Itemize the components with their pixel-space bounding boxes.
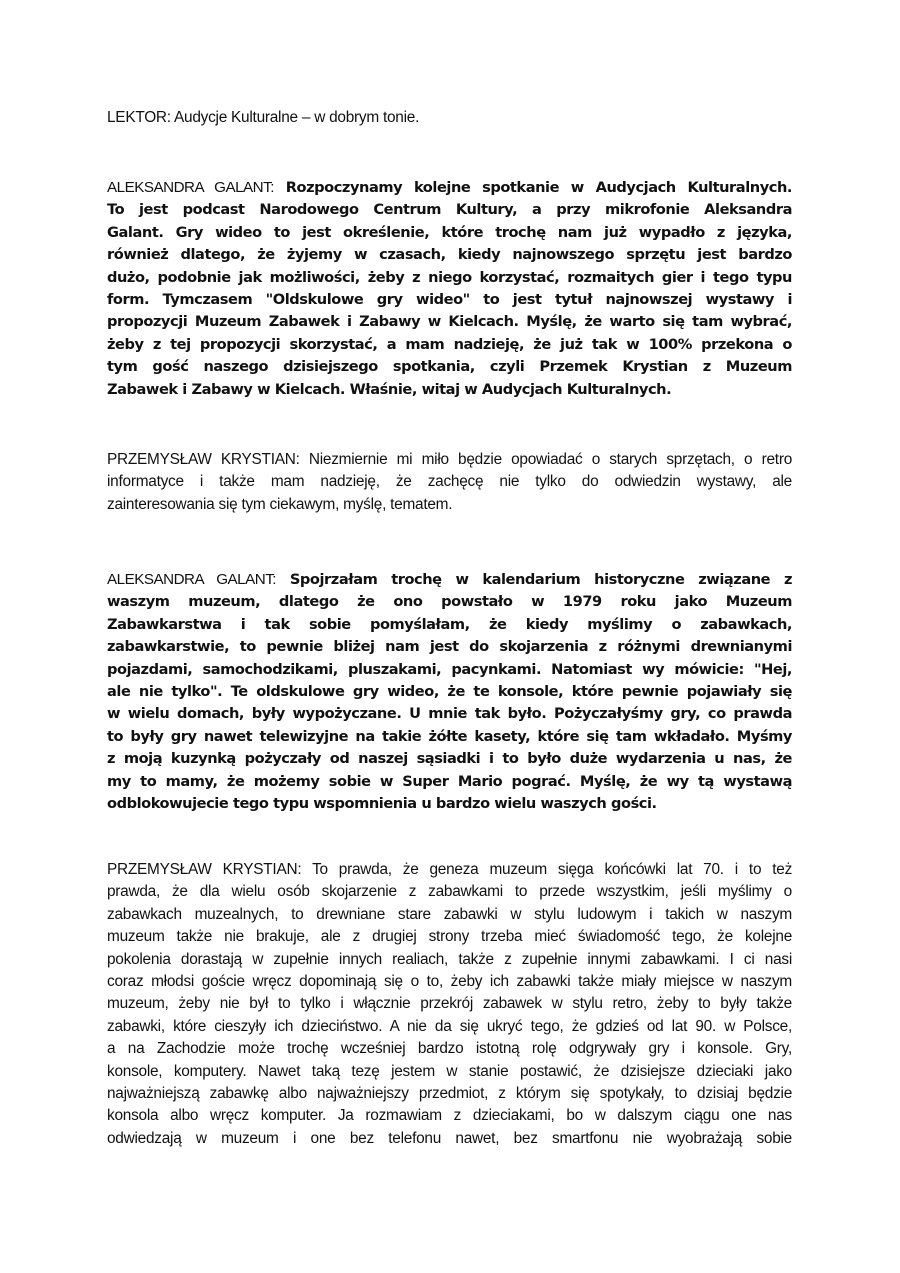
paragraph-line: muzeum, żeby nie był to tylko i włącznie przekrój zabawek w stylu retro, żeby to były także xyxy=(107,995,792,1013)
speaker-label: ALEKSANDRA GALANT: xyxy=(107,179,274,196)
paragraph-line: w wielu domach, były wypożyczane. U mnie tak było. Pożyczałyśmy gry, co prawda xyxy=(107,705,792,723)
speaker-label: ALEKSANDRA GALANT: xyxy=(107,571,277,588)
paragraph-line: pokolenia dorastają w zupełnie innych realiach, także z zupełnie innymi zabawkami. I ci nasi xyxy=(107,950,792,968)
paragraph-line: konsola albo wręcz komputer. Ja rozmawiam z dzieciakami, bo w dalszym ciągu one nas xyxy=(107,1107,792,1125)
paragraph-line: To jest podcast Narodowego Centrum Kultury, a przy mikrofonie Aleksandra xyxy=(107,201,792,219)
paragraph-line xyxy=(107,569,792,591)
paragraph-line xyxy=(107,449,792,471)
line-text: To prawda, że geneza muzeum sięga końcówki lat 70. i to też xyxy=(312,861,793,878)
speaker-label: LEKTOR: xyxy=(107,109,171,126)
lektor-line xyxy=(107,107,792,129)
paragraph-line: z moją kuzynką pożyczały od naszej sąsiadki i to było duże wydarzenia u nas, że xyxy=(107,750,792,768)
paragraph-line xyxy=(107,177,792,199)
line-text: Rozpoczynamy kolejne spotkanie w Audycjach Kulturalnych. xyxy=(285,179,792,196)
paragraph-line: informatyce i także mam nadzieję, że zachęcę nie tylko do odwiedzin wystawy, ale xyxy=(107,473,792,491)
paragraph-line: to były gry nawet telewizyjne na takie żółte kasety, które się tam wkładało. Myśmy xyxy=(107,727,792,745)
paragraph-line: żeby z tej propozycji skorzystać, a mam nadzieję, że już tak w 100% przekona o xyxy=(107,335,792,353)
paragraph-line: również dlatego, że żyjemy w czasach, kiedy najnowszego sprzętu jest bardzo xyxy=(107,246,792,264)
paragraph-line: zabawki, które cieszyły ich dzieciństwo. A nie da się ukryć tego, że gdzieś od lat 90. w Polsce, xyxy=(107,1017,792,1035)
paragraph-line: muzeum także nie brakuje, ale z drugiej strony trzeba mieć świadomość tego, że kolejne xyxy=(107,928,792,946)
paragraph-line: zainteresowania się tym ciekawym, myślę, tematem. xyxy=(107,495,453,513)
paragraph-line: najważniejszą zabawkę albo najważniejszy przedmiot, z którym się spotykały, to dzisiaj będzie xyxy=(107,1084,792,1102)
paragraph-line: waszym muzeum, dlatego że ono powstało w 1979 roku jako Muzeum xyxy=(107,593,792,611)
line-text: Niezmiernie mi miło będzie opowiadać o starych sprzętach, o retro xyxy=(308,451,792,468)
paragraph-line: propozycji Muzeum Zabawek i Zabawy w Kielcach. Myślę, że warto się tam wybrać, xyxy=(107,313,792,331)
paragraph-line: tym gość naszego dzisiejszego spotkania, czyli Przemek Krystian z Muzeum xyxy=(107,358,792,376)
paragraph-line: odblokowujecie tego typu wspomnienia u bardzo wielu waszych gości. xyxy=(107,794,657,812)
paragraph-line: Zabawkarstwa i tak sobie pomyślałam, że kiedy myślimy o zabawkach, xyxy=(107,615,792,633)
paragraph-galant-2 xyxy=(107,569,792,815)
speaker-label: PRZEMYSŁAW KRYSTIAN: xyxy=(107,451,300,468)
lektor-text: Audycje Kulturalne – w dobrym tonie. xyxy=(174,109,420,126)
paragraph-krystian-2 xyxy=(107,859,792,1150)
paragraph-line: odwiedzają w muzeum i one bez telefonu nawet, bez smartfonu nie wyobrażają sobie xyxy=(107,1129,792,1147)
paragraph-line: pojazdami, samochodzikami, pluszakami, pacynkami. Natomiast wy mówicie: "Hej, xyxy=(107,660,792,678)
paragraph-line: my to mamy, że możemy sobie w Super Mario pograć. Myślę, że wy tą wystawą xyxy=(107,772,792,790)
line-text: Spojrzałam trochę w kalendarium historyczne związane z xyxy=(289,571,792,588)
paragraph-line: Zabawek i Zabawy w Kielcach. Właśnie, witaj w Audycjach Kulturalnych. xyxy=(107,380,672,398)
paragraph-line: coraz młodsi goście wręcz dopominają się o to, żeby ich zabawki także miały miejsce w naszym xyxy=(107,972,792,990)
paragraph-line: konsole, komputery. Nawet taką tezę jestem w stanie postawić, że dzisiejsze dzieciaki jako xyxy=(107,1062,792,1080)
paragraph-line: zabawkach muzealnych, to drewniane stare zabawki w stylu ludowym i takich w naszym xyxy=(107,905,792,923)
lektor-paragraph xyxy=(107,107,792,129)
speaker-label: PRZEMYSŁAW KRYSTIAN: xyxy=(107,861,302,878)
paragraph-line: form. Tymczasem "Oldskulowe gry wideo" to jest tytuł najnowszej wystawy i xyxy=(107,290,792,308)
paragraph-line: zabawkarstwie, to pewnie bliżej nam jest do skojarzenia z różnymi drewnianymi xyxy=(107,638,792,656)
paragraph-line: a na Zachodzie może trochę wcześniej bardzo istotną rolę odgrywały gry i konsole. Gry, xyxy=(107,1040,792,1058)
paragraph-line: dużo, podobnie jak możliwości, żeby z niego korzystać, rozmaitych gier i tego typu xyxy=(107,268,792,286)
paragraph-line: Galant. Gry wideo to jest określenie, które trochę nam już wypadło z języka, xyxy=(107,223,792,241)
paragraph-line xyxy=(107,859,792,881)
paragraph-line: prawda, że dla wielu osób skojarzenie z zabawkami to przede wszystkim, jeśli myślimy o xyxy=(107,883,792,901)
paragraph-galant-1 xyxy=(107,177,792,401)
paragraph-krystian-1 xyxy=(107,449,792,516)
paragraph-line: ale nie tylko". Te oldskulowe gry wideo, że te konsole, które pewnie pojawiały się xyxy=(107,682,792,700)
